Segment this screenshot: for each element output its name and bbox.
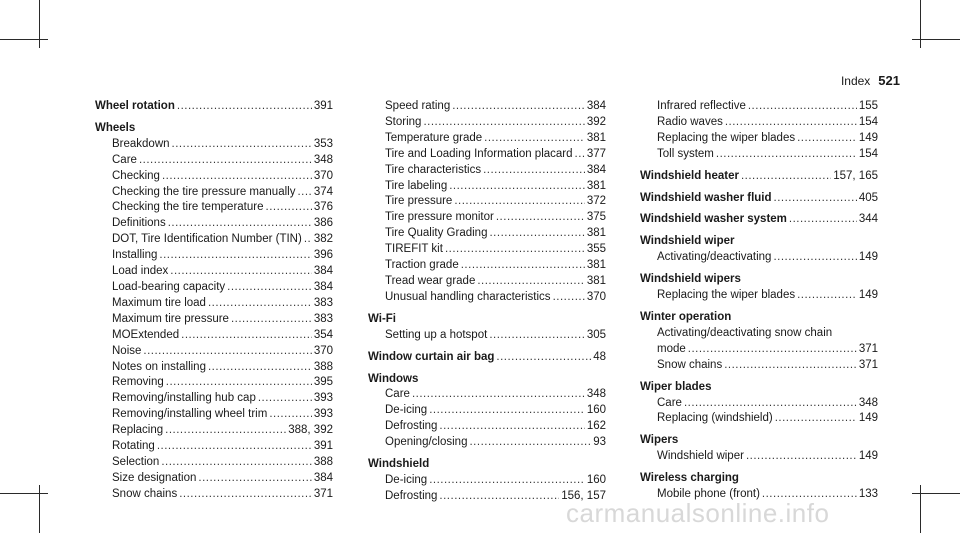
dot-leader <box>496 350 591 366</box>
entry-label: De-icing <box>385 473 428 486</box>
dot-leader <box>454 194 584 210</box>
dot-leader <box>198 471 311 487</box>
entry-label: Radio waves <box>657 115 723 128</box>
dot-leader <box>157 439 312 455</box>
dot-leader <box>477 274 584 290</box>
index-subentry[interactable] <box>95 407 333 423</box>
index-subentry[interactable] <box>640 131 878 147</box>
page-reference[interactable]: 381 <box>586 259 606 272</box>
dot-leader <box>161 455 312 471</box>
watermark: carmanualsonline.info <box>566 498 830 528</box>
entry-label: Windshield heater <box>640 169 739 182</box>
index-heading[interactable] <box>640 310 878 326</box>
entry-label: Tire and Loading Information placard <box>385 147 573 160</box>
dot-leader <box>688 342 857 358</box>
entry-label: Replacing the wiper blades <box>657 131 796 144</box>
index-subentry[interactable] <box>368 242 606 258</box>
entry-label: Care <box>657 396 682 409</box>
page-reference[interactable]: 377 <box>586 147 606 160</box>
entry-label: Winter operation <box>640 310 732 323</box>
entry-label: Care <box>112 153 137 166</box>
page-reference[interactable]: 157, 165 <box>833 169 878 182</box>
entry-label: Maximum tire pressure <box>112 312 229 325</box>
dot-leader <box>208 296 312 312</box>
entry-label: Notes on installing <box>112 360 206 373</box>
crop-mark <box>0 493 48 494</box>
entry-label: Rotating <box>112 440 155 453</box>
index-entry <box>640 169 878 185</box>
entry-label: Wiper blades <box>640 380 712 393</box>
index-subentry[interactable] <box>95 423 333 439</box>
index-entry <box>640 380 878 428</box>
page-reference[interactable]: 383 <box>313 312 333 325</box>
index-entry <box>368 99 606 306</box>
entry-label: Wheel rotation <box>95 100 175 112</box>
index-subentry[interactable] <box>640 250 878 266</box>
entry-label: Windshield washer fluid <box>640 191 772 204</box>
entry-label: DOT, Tire Identification Number (TIN) <box>112 233 302 246</box>
entry-label: Toll system <box>657 147 714 160</box>
dot-leader <box>429 403 585 419</box>
page-reference[interactable]: 149 <box>858 412 878 425</box>
page-reference[interactable]: 375 <box>586 211 606 224</box>
dot-leader <box>227 280 312 296</box>
page-reference[interactable]: 388 <box>313 455 333 468</box>
page-reference[interactable]: 393 <box>313 392 333 405</box>
index-subentry[interactable] <box>640 396 878 412</box>
dot-leader <box>297 185 311 201</box>
entry-label: Setting up a hotspot <box>385 328 488 341</box>
index-subentry[interactable] <box>95 471 333 487</box>
page-reference[interactable]: 348 <box>313 153 333 166</box>
entry-label: Defrosting <box>385 420 438 433</box>
entry-label: De-icing <box>385 404 428 417</box>
entry-label: Windshield washer system <box>640 213 787 226</box>
entry-label: Replacing the wiper blades <box>657 289 796 302</box>
index-subentry[interactable] <box>95 248 333 264</box>
index-subentry[interactable] <box>368 226 606 242</box>
index-heading[interactable] <box>640 234 878 250</box>
entry-label: Checking the tire temperature <box>112 201 264 214</box>
index-subentry[interactable] <box>640 99 878 115</box>
page-reference[interactable]: 388, 392 <box>288 424 333 437</box>
index-subentry[interactable] <box>640 358 878 374</box>
entry-label: Temperature grade <box>385 131 483 144</box>
dot-leader <box>269 407 312 423</box>
dot-leader <box>429 473 585 489</box>
entry-label: Infrared reflective <box>657 100 746 112</box>
page-reference[interactable]: 392 <box>586 115 606 128</box>
dot-leader <box>166 375 312 391</box>
crop-mark <box>920 0 921 48</box>
index-heading[interactable] <box>95 121 333 137</box>
index-subentry[interactable] <box>640 288 878 304</box>
dot-leader <box>553 290 585 306</box>
index-subentry[interactable] <box>368 473 606 489</box>
dot-leader <box>489 328 585 344</box>
index-subentry[interactable] <box>95 391 333 407</box>
index-subentry[interactable] <box>368 328 606 344</box>
page-reference[interactable]: 48 <box>593 350 606 363</box>
index-subentry[interactable] <box>640 147 878 163</box>
index-subentry[interactable] <box>640 449 878 465</box>
dot-leader <box>724 358 857 374</box>
page-reference[interactable]: 370 <box>586 290 606 303</box>
page-reference[interactable]: 386 <box>313 217 333 230</box>
index-subentry[interactable] <box>640 411 878 427</box>
entry-label: Checking <box>112 169 160 182</box>
entry-label: Noise <box>112 344 142 357</box>
page-reference[interactable]: 149 <box>858 131 878 144</box>
dot-leader <box>773 250 856 266</box>
crop-mark <box>39 0 40 48</box>
page-reference[interactable]: 156, 157 <box>561 489 606 502</box>
entry-label: Windshield wipers <box>640 273 741 286</box>
index-subentry[interactable] <box>368 403 606 419</box>
dot-leader <box>748 99 857 115</box>
page-number: 521 <box>878 73 900 88</box>
dot-leader <box>797 131 857 147</box>
entry-label: Tire labeling <box>385 179 448 192</box>
dot-leader <box>181 328 312 344</box>
entry-label: Wipers <box>640 434 679 447</box>
page-reference[interactable]: 371 <box>858 358 878 371</box>
section-title: Index <box>840 74 871 88</box>
index-entry <box>368 372 606 452</box>
index-entry <box>640 272 878 304</box>
page-reference[interactable]: 93 <box>593 436 606 449</box>
page-reference[interactable]: 160 <box>586 404 606 417</box>
dot-leader <box>266 200 312 216</box>
entry-label: Mobile phone (front) <box>657 488 760 501</box>
page-reference[interactable]: 344 <box>858 213 878 226</box>
index-subentry[interactable] <box>95 232 333 248</box>
page-reference[interactable]: 149 <box>858 450 878 463</box>
entry-label: Opening/closing <box>385 436 468 449</box>
page-reference[interactable]: 348 <box>858 396 878 409</box>
entry-label: Installing <box>112 249 158 262</box>
page-reference[interactable]: 355 <box>586 243 606 256</box>
entry-label: Window curtain air bag <box>368 350 495 363</box>
page-reference[interactable]: 371 <box>858 342 878 355</box>
entry-label: Unusual handling characteristics <box>385 290 551 303</box>
page-reference[interactable]: 396 <box>313 249 333 262</box>
entry-label: Tire Quality Grading <box>385 227 488 240</box>
index-subentry[interactable] <box>95 264 333 280</box>
page-reference[interactable]: 384 <box>313 471 333 484</box>
dot-leader <box>741 169 831 185</box>
entry-label: Traction grade <box>385 259 459 272</box>
dot-leader <box>496 210 585 226</box>
page-reference[interactable]: 371 <box>313 487 333 500</box>
index-subentry[interactable] <box>95 169 333 185</box>
index-subentry[interactable] <box>95 153 333 169</box>
crop-mark <box>912 493 960 494</box>
index-subentry[interactable] <box>368 274 606 290</box>
page-reference[interactable]: 348 <box>586 388 606 401</box>
index-subentry[interactable] <box>95 280 333 296</box>
index-column-1 <box>95 99 333 503</box>
entry-label: Selection <box>112 455 160 468</box>
dot-leader <box>159 248 311 264</box>
page-reference[interactable]: 395 <box>313 376 333 389</box>
page-reference[interactable]: 405 <box>858 191 878 204</box>
index-subentry[interactable] <box>368 290 606 306</box>
entry-label: Load-bearing capacity <box>112 280 226 293</box>
entry-label: Breakdown <box>112 137 170 150</box>
dot-leader <box>684 396 857 412</box>
index-entry <box>640 99 878 163</box>
dot-leader <box>439 489 559 505</box>
index-heading[interactable] <box>640 471 878 487</box>
index-subentry[interactable] <box>95 455 333 471</box>
index-heading[interactable] <box>640 212 878 228</box>
page-reference[interactable]: 154 <box>858 147 878 160</box>
page-reference[interactable]: 374 <box>313 185 333 198</box>
index-heading[interactable] <box>368 350 606 366</box>
page-reference[interactable]: 155 <box>858 100 878 112</box>
index-subentry[interactable] <box>95 487 333 503</box>
index-heading[interactable] <box>368 372 606 388</box>
index-heading[interactable] <box>640 169 878 185</box>
page-reference[interactable]: 149 <box>858 289 878 302</box>
dot-leader <box>716 147 857 163</box>
page-reference[interactable]: 384 <box>586 163 606 176</box>
entry-label: Defrosting <box>385 489 438 502</box>
dot-leader <box>304 232 312 248</box>
dot-leader <box>162 169 312 185</box>
entry-label: Checking the tire pressure manually <box>112 185 296 198</box>
entry-label: Windshield wiper <box>657 450 744 463</box>
entry-label: Wireless charging <box>640 472 739 485</box>
entry-label: Tire pressure monitor <box>385 211 494 224</box>
page-reference[interactable]: 370 <box>313 169 333 182</box>
index-heading[interactable] <box>368 312 606 328</box>
index-entry <box>640 191 878 207</box>
entry-label: Care <box>385 388 410 401</box>
index-subentry[interactable] <box>640 115 878 131</box>
page-reference[interactable]: 149 <box>858 251 878 264</box>
dot-leader <box>469 435 591 451</box>
entry-label: Wheels <box>95 121 136 134</box>
index-heading[interactable] <box>640 433 878 449</box>
entry-label: Windshield wiper <box>640 235 735 248</box>
index-entry <box>640 433 878 465</box>
dot-leader <box>483 163 585 179</box>
entry-label: Definitions <box>112 217 166 230</box>
index-entry <box>95 121 333 503</box>
page-reference[interactable]: 384 <box>313 265 333 278</box>
entry-label: Activating/deactivating <box>657 251 772 264</box>
entry-label: Tire pressure <box>385 195 453 208</box>
index-subentry[interactable] <box>95 200 333 216</box>
page-reference[interactable]: 383 <box>313 296 333 309</box>
index-subentry[interactable] <box>368 435 606 451</box>
dot-leader <box>165 423 286 439</box>
index-subentry[interactable] <box>95 439 333 455</box>
index-heading[interactable] <box>95 99 333 115</box>
index-subentry[interactable] <box>368 258 606 274</box>
entry-label: Snow chains <box>112 487 178 500</box>
index-subentry[interactable] <box>95 185 333 201</box>
entry-label: Maximum tire load <box>112 296 206 309</box>
page-reference[interactable]: 354 <box>313 328 333 341</box>
entry-label: Replacing (windshield) <box>657 412 773 425</box>
index-subentry[interactable] <box>95 312 333 328</box>
entry-label: Activating/deactivating snow chain <box>657 326 833 339</box>
index-subentry[interactable] <box>368 419 606 435</box>
entry-label: Snow chains <box>657 358 723 371</box>
page-reference[interactable]: 381 <box>586 131 606 144</box>
dot-leader <box>452 99 585 115</box>
page-reference[interactable]: 391 <box>313 100 333 112</box>
dot-leader <box>484 131 585 147</box>
entry-label: mode <box>657 342 686 355</box>
index-entry <box>640 234 878 266</box>
index-subentry[interactable] <box>368 179 606 195</box>
dot-leader <box>177 99 312 115</box>
page-reference[interactable]: 384 <box>313 280 333 293</box>
index-subentry[interactable] <box>95 328 333 344</box>
entry-label: Windows <box>368 372 419 385</box>
index-subentry-continued[interactable] <box>640 342 878 358</box>
dot-leader <box>412 387 585 403</box>
dot-leader <box>208 360 312 376</box>
page-reference[interactable]: 376 <box>313 201 333 214</box>
page-reference[interactable]: 384 <box>586 100 606 112</box>
dot-leader <box>423 115 584 131</box>
dot-leader <box>797 288 857 304</box>
page-reference[interactable]: 388 <box>313 360 333 373</box>
page-reference[interactable]: 160 <box>586 473 606 486</box>
index-subentry[interactable] <box>368 115 606 131</box>
dot-leader <box>449 179 585 195</box>
page-reference[interactable]: 382 <box>313 233 333 246</box>
dot-leader <box>489 226 584 242</box>
dot-leader <box>172 137 312 153</box>
index-column-3 <box>640 99 878 503</box>
dot-leader <box>461 258 585 274</box>
dot-leader <box>179 487 312 503</box>
page-reference[interactable]: 162 <box>586 420 606 433</box>
entry-label: MOExtended <box>112 328 180 341</box>
index-subentry[interactable] <box>95 360 333 376</box>
page-reference[interactable]: 393 <box>313 408 333 421</box>
dot-leader <box>789 212 857 228</box>
index-subentry[interactable] <box>95 296 333 312</box>
index-subentry[interactable] <box>368 131 606 147</box>
index-subentry[interactable] <box>95 344 333 360</box>
index-subentry[interactable] <box>368 163 606 179</box>
index-subentry[interactable] <box>95 375 333 391</box>
index-subentry[interactable] <box>368 147 606 163</box>
crop-mark <box>0 39 48 40</box>
index-subentry[interactable] <box>368 194 606 210</box>
page-reference[interactable]: 381 <box>586 179 606 192</box>
dot-leader <box>439 419 584 435</box>
index-subentry[interactable] <box>640 326 878 342</box>
entry-label: Load index <box>112 265 169 278</box>
dot-leader <box>725 115 857 131</box>
page-reference[interactable]: 370 <box>313 344 333 357</box>
entry-label: Size designation <box>112 471 197 484</box>
entry-label: Tread wear grade <box>385 274 476 287</box>
index-entry <box>368 350 606 366</box>
page-reference[interactable]: 381 <box>586 274 606 287</box>
index-subentry[interactable] <box>95 137 333 153</box>
page-reference[interactable]: 372 <box>586 195 606 208</box>
dot-leader <box>168 216 312 232</box>
page-reference[interactable]: 353 <box>313 137 333 150</box>
page-reference[interactable]: 381 <box>586 227 606 240</box>
entry-label: Windshield <box>368 458 430 471</box>
index-column-2 <box>368 99 606 505</box>
index-entry <box>95 99 333 115</box>
index-heading[interactable] <box>368 457 606 473</box>
entry-label: Tire characteristics <box>385 163 482 176</box>
dot-leader <box>445 242 585 258</box>
index-subentry[interactable] <box>368 99 606 115</box>
dot-leader <box>170 264 312 280</box>
dot-leader <box>774 191 857 207</box>
index-heading[interactable] <box>640 380 878 396</box>
entry-label: Speed rating <box>385 100 451 112</box>
entry-label: TIREFIT kit <box>385 243 443 256</box>
crop-mark <box>912 39 960 40</box>
index-subentry[interactable] <box>368 387 606 403</box>
index-entry <box>640 310 878 374</box>
entry-label: Removing <box>112 376 164 389</box>
index-subentry[interactable] <box>95 216 333 232</box>
dot-leader <box>746 449 857 465</box>
index-heading[interactable] <box>640 191 878 207</box>
dot-leader <box>143 344 311 360</box>
dot-leader <box>139 153 312 169</box>
page-reference[interactable]: 305 <box>586 328 606 341</box>
page-reference[interactable]: 154 <box>858 115 878 128</box>
page-header <box>841 73 900 88</box>
dot-leader <box>575 147 585 163</box>
dot-leader <box>258 391 312 407</box>
entry-label: Removing/installing hub cap <box>112 392 256 405</box>
entry-label: Storing <box>385 115 422 128</box>
page-reference[interactable]: 133 <box>858 488 878 501</box>
index-subentry[interactable] <box>368 210 606 226</box>
index-entry <box>368 312 606 344</box>
entry-label: Wi-Fi <box>368 312 396 325</box>
dot-leader <box>775 411 857 427</box>
entry-label: Removing/installing wheel trim <box>112 408 268 421</box>
dot-leader <box>231 312 312 328</box>
entry-label: Replacing <box>112 424 164 437</box>
index-entry <box>640 212 878 228</box>
index-heading[interactable] <box>640 272 878 288</box>
page-reference[interactable]: 391 <box>313 440 333 453</box>
